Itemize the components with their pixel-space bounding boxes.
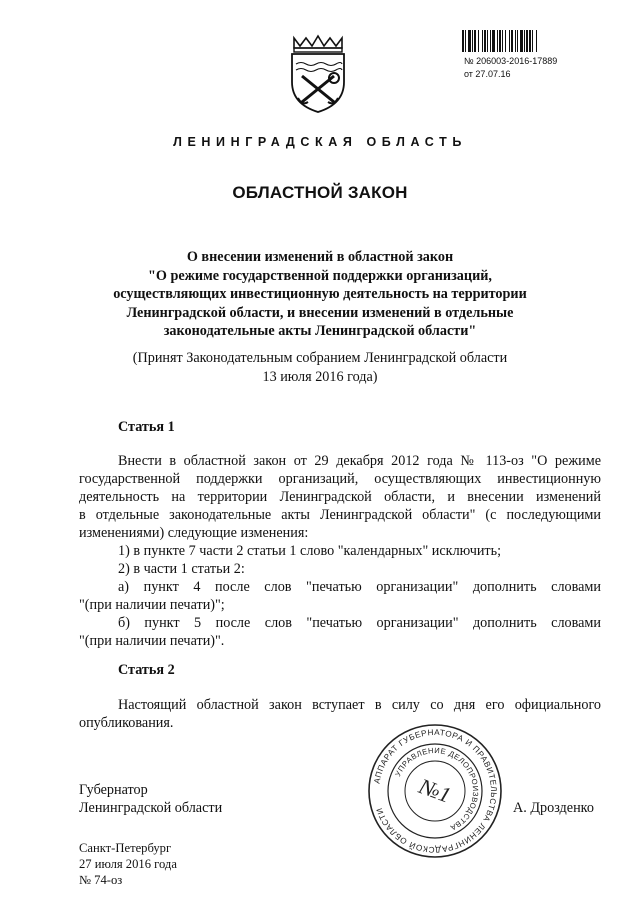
article1-line: а) пункт 4 после слов "печатью организации" дополнить словами xyxy=(118,579,601,595)
region-title: ЛЕНИНГРАДСКАЯ ОБЛАСТЬ xyxy=(173,135,467,149)
article1-line: деятельность на территории Ленинградской области, и внесении изменений xyxy=(79,489,601,505)
signer-position-line1: Губернатор xyxy=(79,782,148,798)
article1-line: "(при наличии печати)"; xyxy=(79,597,225,613)
signer-name: А. Дрозденко xyxy=(513,800,594,816)
registration-date: от 27.07.16 xyxy=(464,69,511,79)
seal-center-number: №1 xyxy=(415,773,455,808)
law-title-line: осуществляющих инвестиционную деятельность на территории xyxy=(113,286,527,303)
footer-city: Санкт-Петербург xyxy=(79,841,172,855)
article2-heading: Статья 2 xyxy=(118,662,175,678)
signer-position-line2: Ленинградской области xyxy=(79,800,223,816)
article1-line: б) пункт 5 после слов "печатью организации" дополнить словами xyxy=(118,615,601,631)
barcode xyxy=(462,30,610,52)
seal-ring-text: АППАРАТ ГУБЕРНАТОРА И ПРАВИТЕЛЬСТВА ЛЕНИНГРАДСКОЙ ОБЛАСТИ xyxy=(372,727,499,855)
article1-line: 1) в пункте 7 части 2 статьи 1 слово "календарных" исключить; xyxy=(118,543,502,559)
adoption-line: (Принят Законодательным собранием Ленинградской области xyxy=(132,350,508,366)
footer-date: 27 июля 2016 года xyxy=(79,857,177,871)
law-type-heading: ОБЛАСТНОЙ ЗАКОН xyxy=(232,183,408,202)
article1-line: 2) в части 1 статьи 2: xyxy=(118,561,245,577)
law-title xyxy=(100,248,540,341)
law-title-line: Ленинградской области, и внесении изменений в отдельные xyxy=(126,304,514,321)
article1-line: в отдельные законодательные акты Ленинградской области" (с последующими xyxy=(79,507,601,523)
adoption-line: 13 июля 2016 года) xyxy=(262,368,378,385)
article1-line: "(при наличии печати)". xyxy=(79,633,225,649)
law-title-line: законодательные акты Ленинградской области" xyxy=(163,323,477,340)
official-seal xyxy=(366,722,504,860)
law-title-line: О внесении изменений в областной закон xyxy=(186,249,454,265)
article2-line: опубликования. xyxy=(79,715,174,731)
article1-line: государственной поддержки организаций, осуществляющих инвестиционную xyxy=(79,471,601,487)
article1-line: Внести в областной закон от 29 декабря 2012 года № 113-оз "О режиме xyxy=(118,453,601,469)
article1-line: изменениями) следующие изменения: xyxy=(79,525,309,541)
article2-line: Настоящий областной закон вступает в силу со дня его официального xyxy=(118,697,601,713)
seal-inner-text: УПРАВЛЕНИЕ ДЕЛОПРОИЗВОДСТВА xyxy=(393,745,481,833)
footer-law-number: № 74-оз xyxy=(79,873,123,887)
article1-heading: Статья 1 xyxy=(118,419,175,435)
adoption-note xyxy=(100,349,540,386)
coat-of-arms-emblem xyxy=(284,34,352,114)
registration-number: № 206003-2016-17889 xyxy=(464,56,558,66)
law-title-line: "О режиме государственной поддержки организаций, xyxy=(148,267,492,284)
